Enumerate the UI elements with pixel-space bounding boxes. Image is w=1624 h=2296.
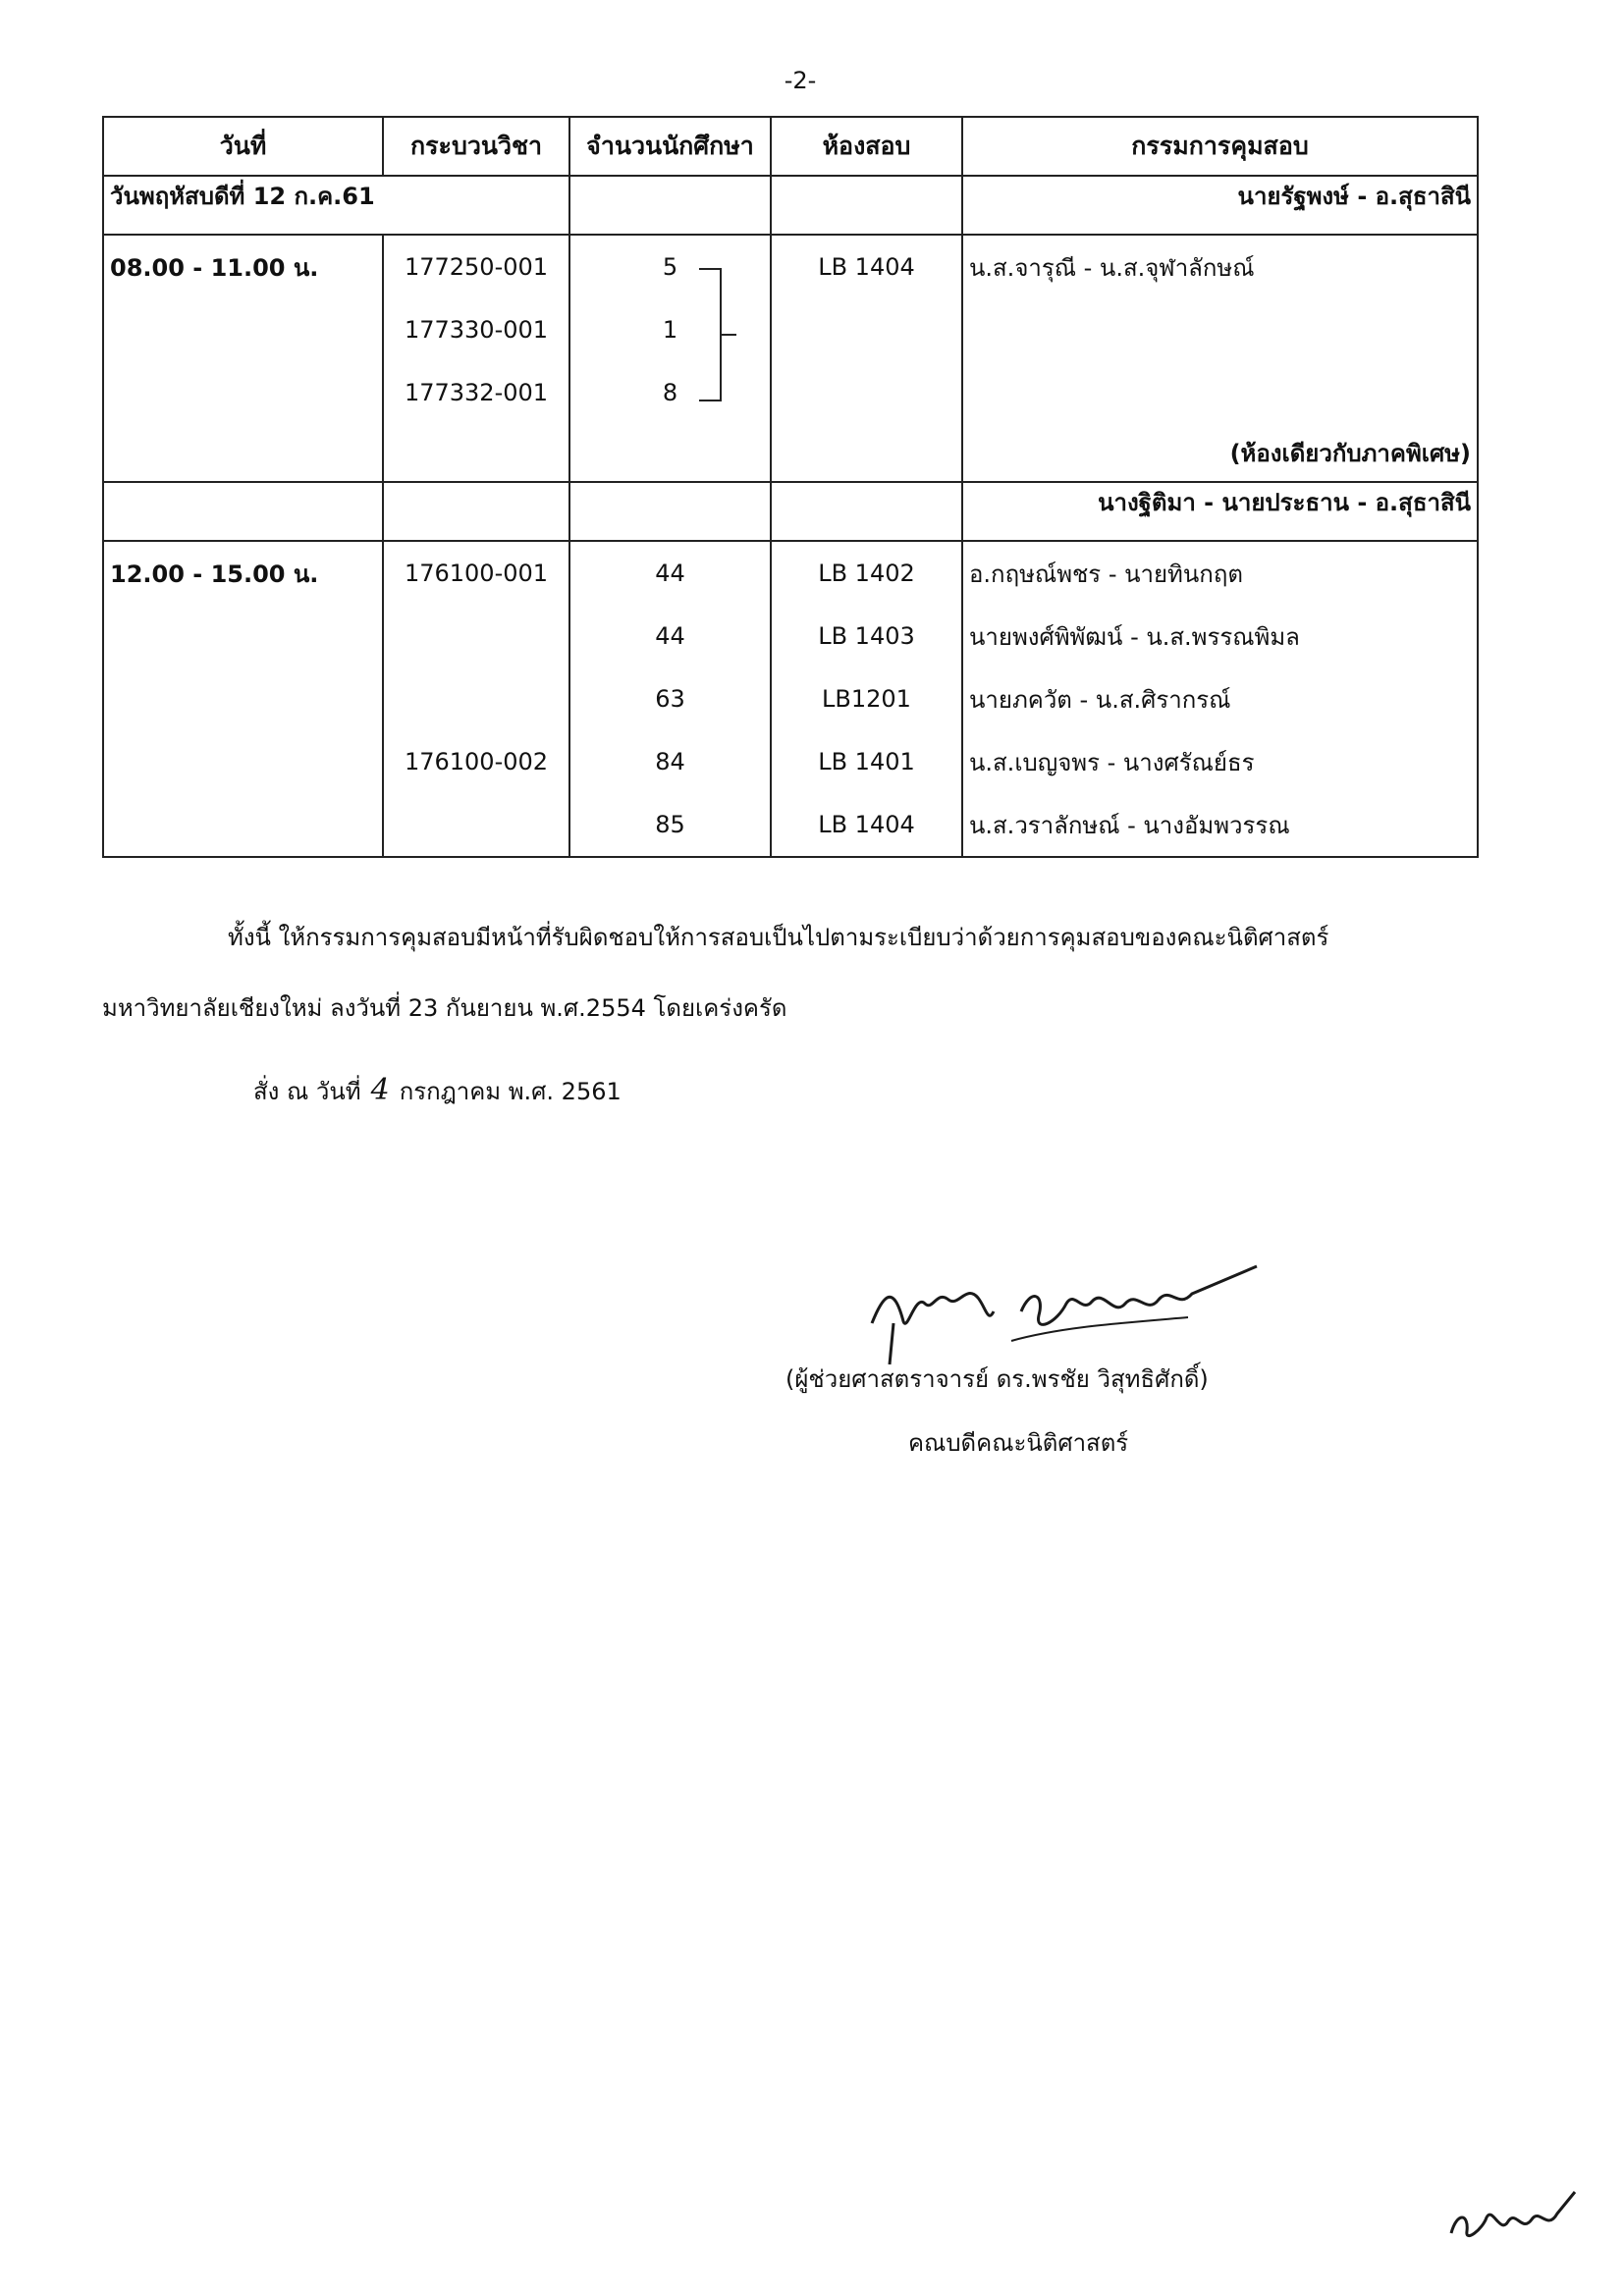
signer-name: (ผู้ช่วยศาสตราจารย์ ดร.พรชัย วิสุทธิศักดิ์) <box>785 1365 1209 1393</box>
page-number: -2- <box>784 67 817 94</box>
section1-time: 08.00 - 11.00 น. <box>110 253 319 282</box>
header-course: กระบวนวิชา <box>383 117 569 176</box>
proctors-value: น.ส.เบญจพร - นางศรัณย์ธร <box>969 748 1255 776</box>
shared-room-note: (ห้องเดียวกับภาคพิเศษ) <box>1229 439 1471 467</box>
order-date-line <box>253 1073 1039 1107</box>
section1-room-cell <box>771 235 962 482</box>
room-value: LB1201 <box>822 685 911 713</box>
proctors-value: นายพงศ์พิพัฒน์ - น.ส.พรรณพิมล <box>969 622 1300 651</box>
room-value: LB 1404 <box>818 811 915 838</box>
section1-time-cell <box>103 235 383 482</box>
section2-time-cell <box>103 541 383 857</box>
signer-title: คณบดีคณะนิติศาสตร์ <box>908 1429 1129 1457</box>
students-value: 8 <box>662 379 678 406</box>
proctors-value: อ.กฤษณ์พชร - นายทินกฤต <box>969 560 1243 588</box>
grouping-bracket <box>687 263 746 410</box>
students-value: 5 <box>662 253 678 281</box>
section1-head-proctors: นายรัฐพงษ์ - อ.สุธาสินี <box>962 176 1478 235</box>
section1-courses-cell <box>383 235 569 482</box>
students-value: 84 <box>655 748 685 775</box>
proctors-value: นายภควัต - น.ส.ศิรากรณ์ <box>969 685 1231 714</box>
order-day: 4 <box>370 1073 390 1107</box>
course-value <box>390 793 563 856</box>
section1-body-row <box>103 235 1478 482</box>
proctors-value: น.ส.จารุณี - น.ส.จุฬาลักษณ์ <box>969 253 1255 282</box>
students-value: 63 <box>655 685 685 713</box>
body-paragraph-line2: มหาวิทยาลัยเชียงใหม่ ลงวันที่ 23 กันยายน พ.ศ.2554 โดยเคร่งครัด <box>102 994 787 1022</box>
order-prefix: สั่ง ณ วันที่ <box>253 1078 361 1105</box>
section2-time: 12.00 - 15.00 น. <box>110 560 319 588</box>
header-proctors: กรรมการคุมสอบ <box>962 117 1478 176</box>
header-date: วันที่ <box>103 117 383 176</box>
course-value <box>390 667 563 730</box>
handwritten-signature <box>864 1255 1276 1372</box>
table-header-row <box>103 117 1478 176</box>
exam-schedule-table <box>102 116 1479 858</box>
section2-body-row <box>103 541 1478 857</box>
section1-proctors-cell <box>962 235 1478 482</box>
course-value: 176100-001 <box>404 560 549 587</box>
students-value: 85 <box>655 811 685 838</box>
room-value: LB 1401 <box>818 748 915 775</box>
course-value: 177250-001 <box>404 253 549 281</box>
body-paragraph-line1: ทั้งนี้ ให้กรรมการคุมสอบมีหน้าที่รับผิดชอบให้การสอบเป็นไปตามระเบียบว่าด้วยการคุมสอบของคณะนิติศาสตร์ <box>228 924 1329 951</box>
proctors-value: น.ส.วราลักษณ์ - นางอัมพวรรณ <box>969 811 1290 839</box>
room-value: LB 1404 <box>818 253 915 281</box>
students-value: 44 <box>655 622 685 650</box>
room-value: LB 1402 <box>818 560 915 587</box>
section1-header-row <box>103 176 1478 235</box>
course-value: 176100-002 <box>404 748 549 775</box>
section2-room-cell <box>771 541 962 857</box>
section2-courses-cell <box>383 541 569 857</box>
section2-head-proctors: นางฐิติมา - นายประธาน - อ.สุธาสินี <box>962 482 1478 541</box>
section2-students-cell <box>569 541 771 857</box>
section1-day: วันพฤหัสบดีที่ 12 ก.ค.61 <box>103 176 569 235</box>
section2-header-row <box>103 482 1478 541</box>
section2-proctors-cell <box>962 541 1478 857</box>
header-room: ห้องสอบ <box>771 117 962 176</box>
room-value: LB 1403 <box>818 622 915 650</box>
students-value: 44 <box>655 560 685 587</box>
students-value: 1 <box>662 316 678 344</box>
order-suffix: กรกฎาคม พ.ศ. 2561 <box>399 1078 622 1105</box>
handwritten-initials <box>1443 2184 1581 2253</box>
course-value: 177330-001 <box>404 316 549 344</box>
header-students: จำนวนนักศึกษา <box>569 117 771 176</box>
course-value: 177332-001 <box>404 379 549 406</box>
course-value <box>390 605 563 667</box>
